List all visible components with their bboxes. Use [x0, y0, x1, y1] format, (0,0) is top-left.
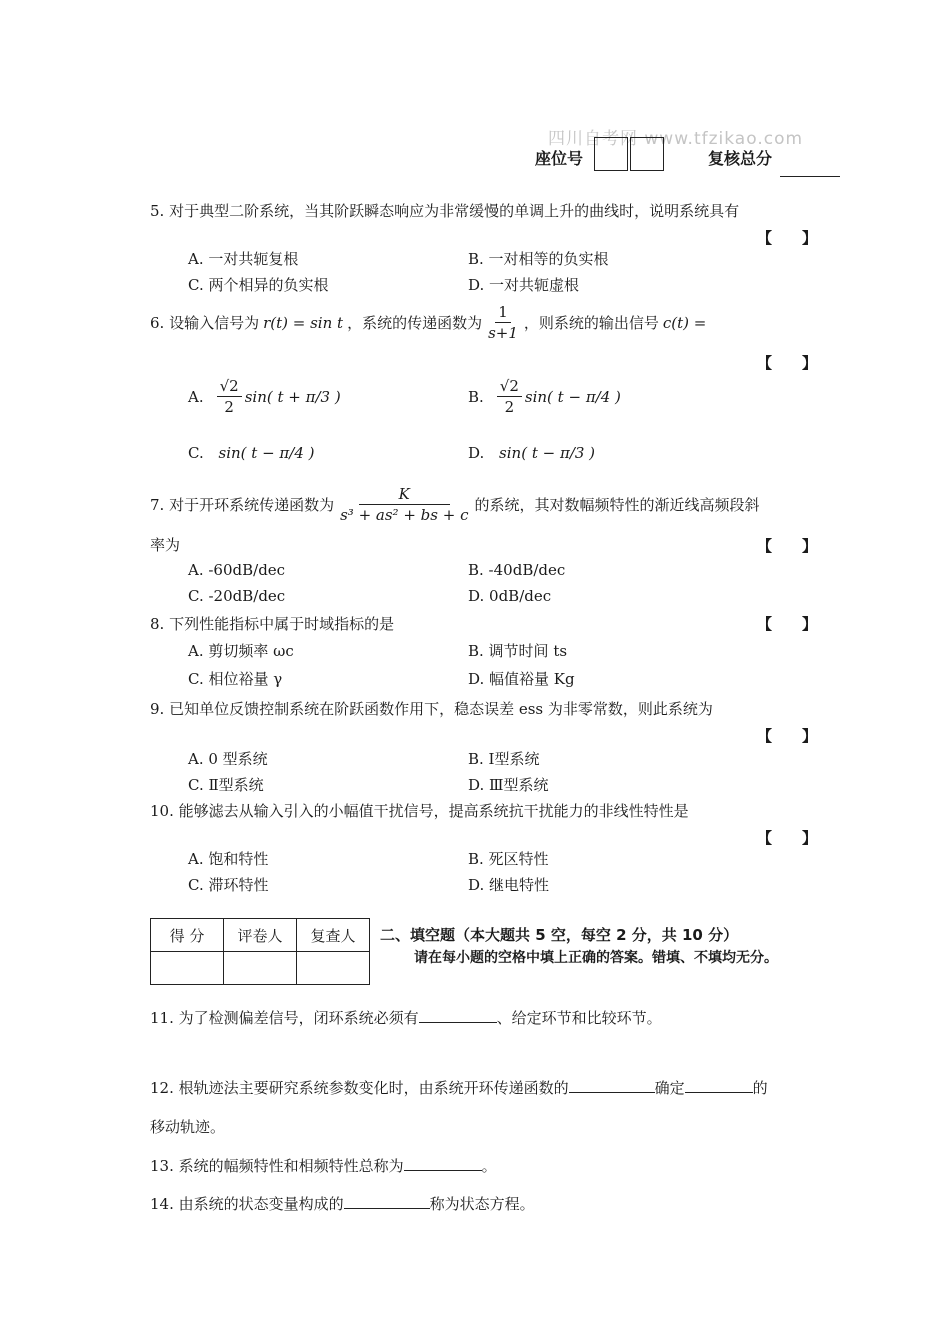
question-5-option-d: D. 一对共轭虚根 — [468, 276, 580, 294]
question-7-line2: 率为 — [150, 536, 181, 554]
question-10-option-b: B. 死区特性 — [468, 850, 549, 868]
question-14-text-before: 14. 由系统的状态变量构成的 — [150, 1195, 344, 1213]
question-7-prefix: 7. 对于开环系统传递函数为 — [150, 496, 335, 514]
question-6-answer-bracket[interactable]: 【 】 — [757, 354, 818, 372]
question-12-text-after: 的 — [752, 1079, 768, 1097]
question-8-option-c: C. 相位裕量 γ — [188, 670, 283, 688]
question-7-option-d: D. 0dB/dec — [468, 587, 552, 605]
question-13-text-before: 13. 系统的幅频特性和相频特性总称为 — [150, 1157, 404, 1175]
question-7-suffix: 的系统，其对数幅频特性的渐近线高频段斜 — [474, 496, 760, 514]
question-7-option-a: A. -60dB/dec — [188, 561, 286, 579]
question-9-option-a: A. 0 型系统 — [188, 750, 268, 768]
question-11 — [150, 1006, 662, 1028]
seat-number-box-2[interactable] — [630, 137, 664, 171]
question-8-stem: 8. 下列性能指标中属于时域指标的是 — [150, 615, 395, 633]
question-5-option-a: A. 一对共轭复根 — [188, 250, 299, 268]
option-label: A. — [188, 387, 204, 406]
option-label: B. — [468, 387, 484, 406]
review-total-line[interactable] — [780, 176, 840, 177]
question-12-text-mid: 确定 — [654, 1079, 685, 1097]
score-cell[interactable] — [151, 952, 224, 985]
tf-denominator: s+1 — [488, 324, 518, 342]
question-12-blank-1[interactable] — [569, 1076, 655, 1093]
seat-number-label: 座位号 — [535, 149, 584, 168]
seat-number-box-1[interactable] — [594, 137, 628, 171]
question-12-blank-2[interactable] — [685, 1076, 753, 1093]
question-13-blank[interactable] — [404, 1154, 482, 1171]
question-8-answer-bracket[interactable]: 【 】 — [757, 615, 818, 633]
question-6-option-b — [468, 376, 621, 417]
coef-numerator: √2 — [497, 376, 522, 397]
score-table-header — [151, 919, 370, 952]
question-10-stem: 10. 能够滤去从输入引入的小幅值干扰信号，提高系统抗干扰能力的非线性特性是 — [150, 802, 689, 820]
question-12-text-before: 12. 根轨迹法主要研究系统参数变化时，由系统开环传递函数的 — [150, 1079, 569, 1097]
question-9-answer-bracket[interactable]: 【 】 — [757, 727, 818, 745]
score-header: 得 分 — [151, 919, 224, 952]
reviewer-cell[interactable] — [297, 952, 370, 985]
option-c-expression: sin( t − π/4 ) — [218, 444, 315, 462]
question-7-transfer-function — [337, 484, 471, 525]
question-5-stem: 5. 对于典型二阶系统，当其阶跃瞬态响应为非常缓慢的单调上升的曲线时，说明系统具有 — [150, 202, 740, 220]
section-2-instruction: 请在每小题的空格中填上正确的答案。错填、不填均无分。 — [414, 950, 778, 966]
tf-numerator: 1 — [495, 302, 511, 323]
tf-denominator: s³ + as² + bs + c — [340, 506, 469, 524]
score-table-entry-row — [151, 952, 370, 985]
question-9-stem: 9. 已知单位反馈控制系统在阶跃函数作用下，稳态误差 ess 为非零常数，则此系统为 — [150, 700, 713, 718]
question-5-option-c: C. 两个相异的负实根 — [188, 276, 329, 294]
question-8-option-d: D. 幅值裕量 Kg — [468, 670, 575, 688]
question-11-text-before: 11. 为了检测偏差信号，闭环系统必须有 — [150, 1009, 419, 1027]
question-6-option-c — [188, 444, 314, 462]
question-11-blank[interactable] — [419, 1006, 497, 1023]
review-total-label: 复核总分 — [708, 149, 773, 168]
question-10-option-a: A. 饱和特性 — [188, 850, 269, 868]
option-a-expression: sin( t + π/3 ) — [244, 387, 341, 406]
question-8-option-a: A. 剪切频率 ωc — [188, 642, 294, 660]
question-14 — [150, 1192, 535, 1214]
question-8-option-b: B. 调节时间 ts — [468, 642, 568, 660]
question-5-option-b: B. 一对相等的负实根 — [468, 250, 609, 268]
question-12-line2: 移动轨迹。 — [150, 1118, 226, 1136]
question-10-option-d: D. 继电特性 — [468, 876, 550, 894]
question-6-output-expr: c(t) = — [662, 313, 707, 332]
question-9-option-b: B. Ⅰ型系统 — [468, 750, 540, 768]
option-d-expression: sin( t − π/3 ) — [499, 444, 596, 462]
tf-numerator: K — [359, 484, 450, 505]
question-6-transfer-function — [485, 302, 521, 343]
question-11-text-after: 、给定环节和比较环节。 — [496, 1009, 662, 1027]
question-13 — [150, 1154, 497, 1176]
option-label: D. — [468, 444, 485, 462]
question-10-answer-bracket[interactable]: 【 】 — [757, 829, 818, 847]
question-6-prefix: 6. 设输入信号为 — [150, 314, 260, 332]
question-6-option-d — [468, 444, 595, 462]
reviewer-header: 复查人 — [297, 919, 370, 952]
option-a-coefficient — [217, 376, 242, 417]
coef-denominator: 2 — [504, 398, 515, 416]
grader-header: 评卷人 — [224, 919, 297, 952]
question-6-input-expr: r(t) = sin t — [263, 313, 344, 332]
question-10-option-c: C. 滞环特性 — [188, 876, 269, 894]
question-7-option-c: C. -20dB/dec — [188, 587, 286, 605]
question-7-option-b: B. -40dB/dec — [468, 561, 566, 579]
question-9-option-d: D. Ⅲ型系统 — [468, 776, 549, 794]
watermark: 四川自考网 www.tfzikao.com — [548, 129, 804, 149]
grader-cell[interactable] — [224, 952, 297, 985]
question-5-answer-bracket[interactable]: 【 】 — [757, 229, 818, 247]
question-6-option-a — [188, 376, 341, 417]
option-b-expression: sin( t − π/4 ) — [524, 387, 621, 406]
question-6-mid: ，系统的传递函数为 — [347, 314, 483, 332]
question-14-text-after: 称为状态方程。 — [429, 1195, 535, 1213]
question-6-stem — [150, 302, 706, 343]
question-13-text-after: 。 — [481, 1157, 497, 1175]
question-7-stem — [150, 484, 760, 525]
question-7-answer-bracket[interactable]: 【 】 — [757, 537, 818, 555]
option-label: C. — [188, 444, 204, 462]
section-2-title: 二、填空题（本大题共 5 空，每空 2 分，共 10 分） — [380, 926, 739, 944]
coef-numerator: √2 — [217, 376, 242, 397]
score-table — [150, 918, 370, 985]
question-6-suffix: ，则系统的输出信号 — [523, 314, 659, 332]
question-12 — [150, 1076, 768, 1098]
question-14-blank[interactable] — [344, 1192, 430, 1209]
question-9-option-c: C. Ⅱ型系统 — [188, 776, 264, 794]
coef-denominator: 2 — [224, 398, 234, 416]
option-b-coefficient — [497, 376, 522, 417]
